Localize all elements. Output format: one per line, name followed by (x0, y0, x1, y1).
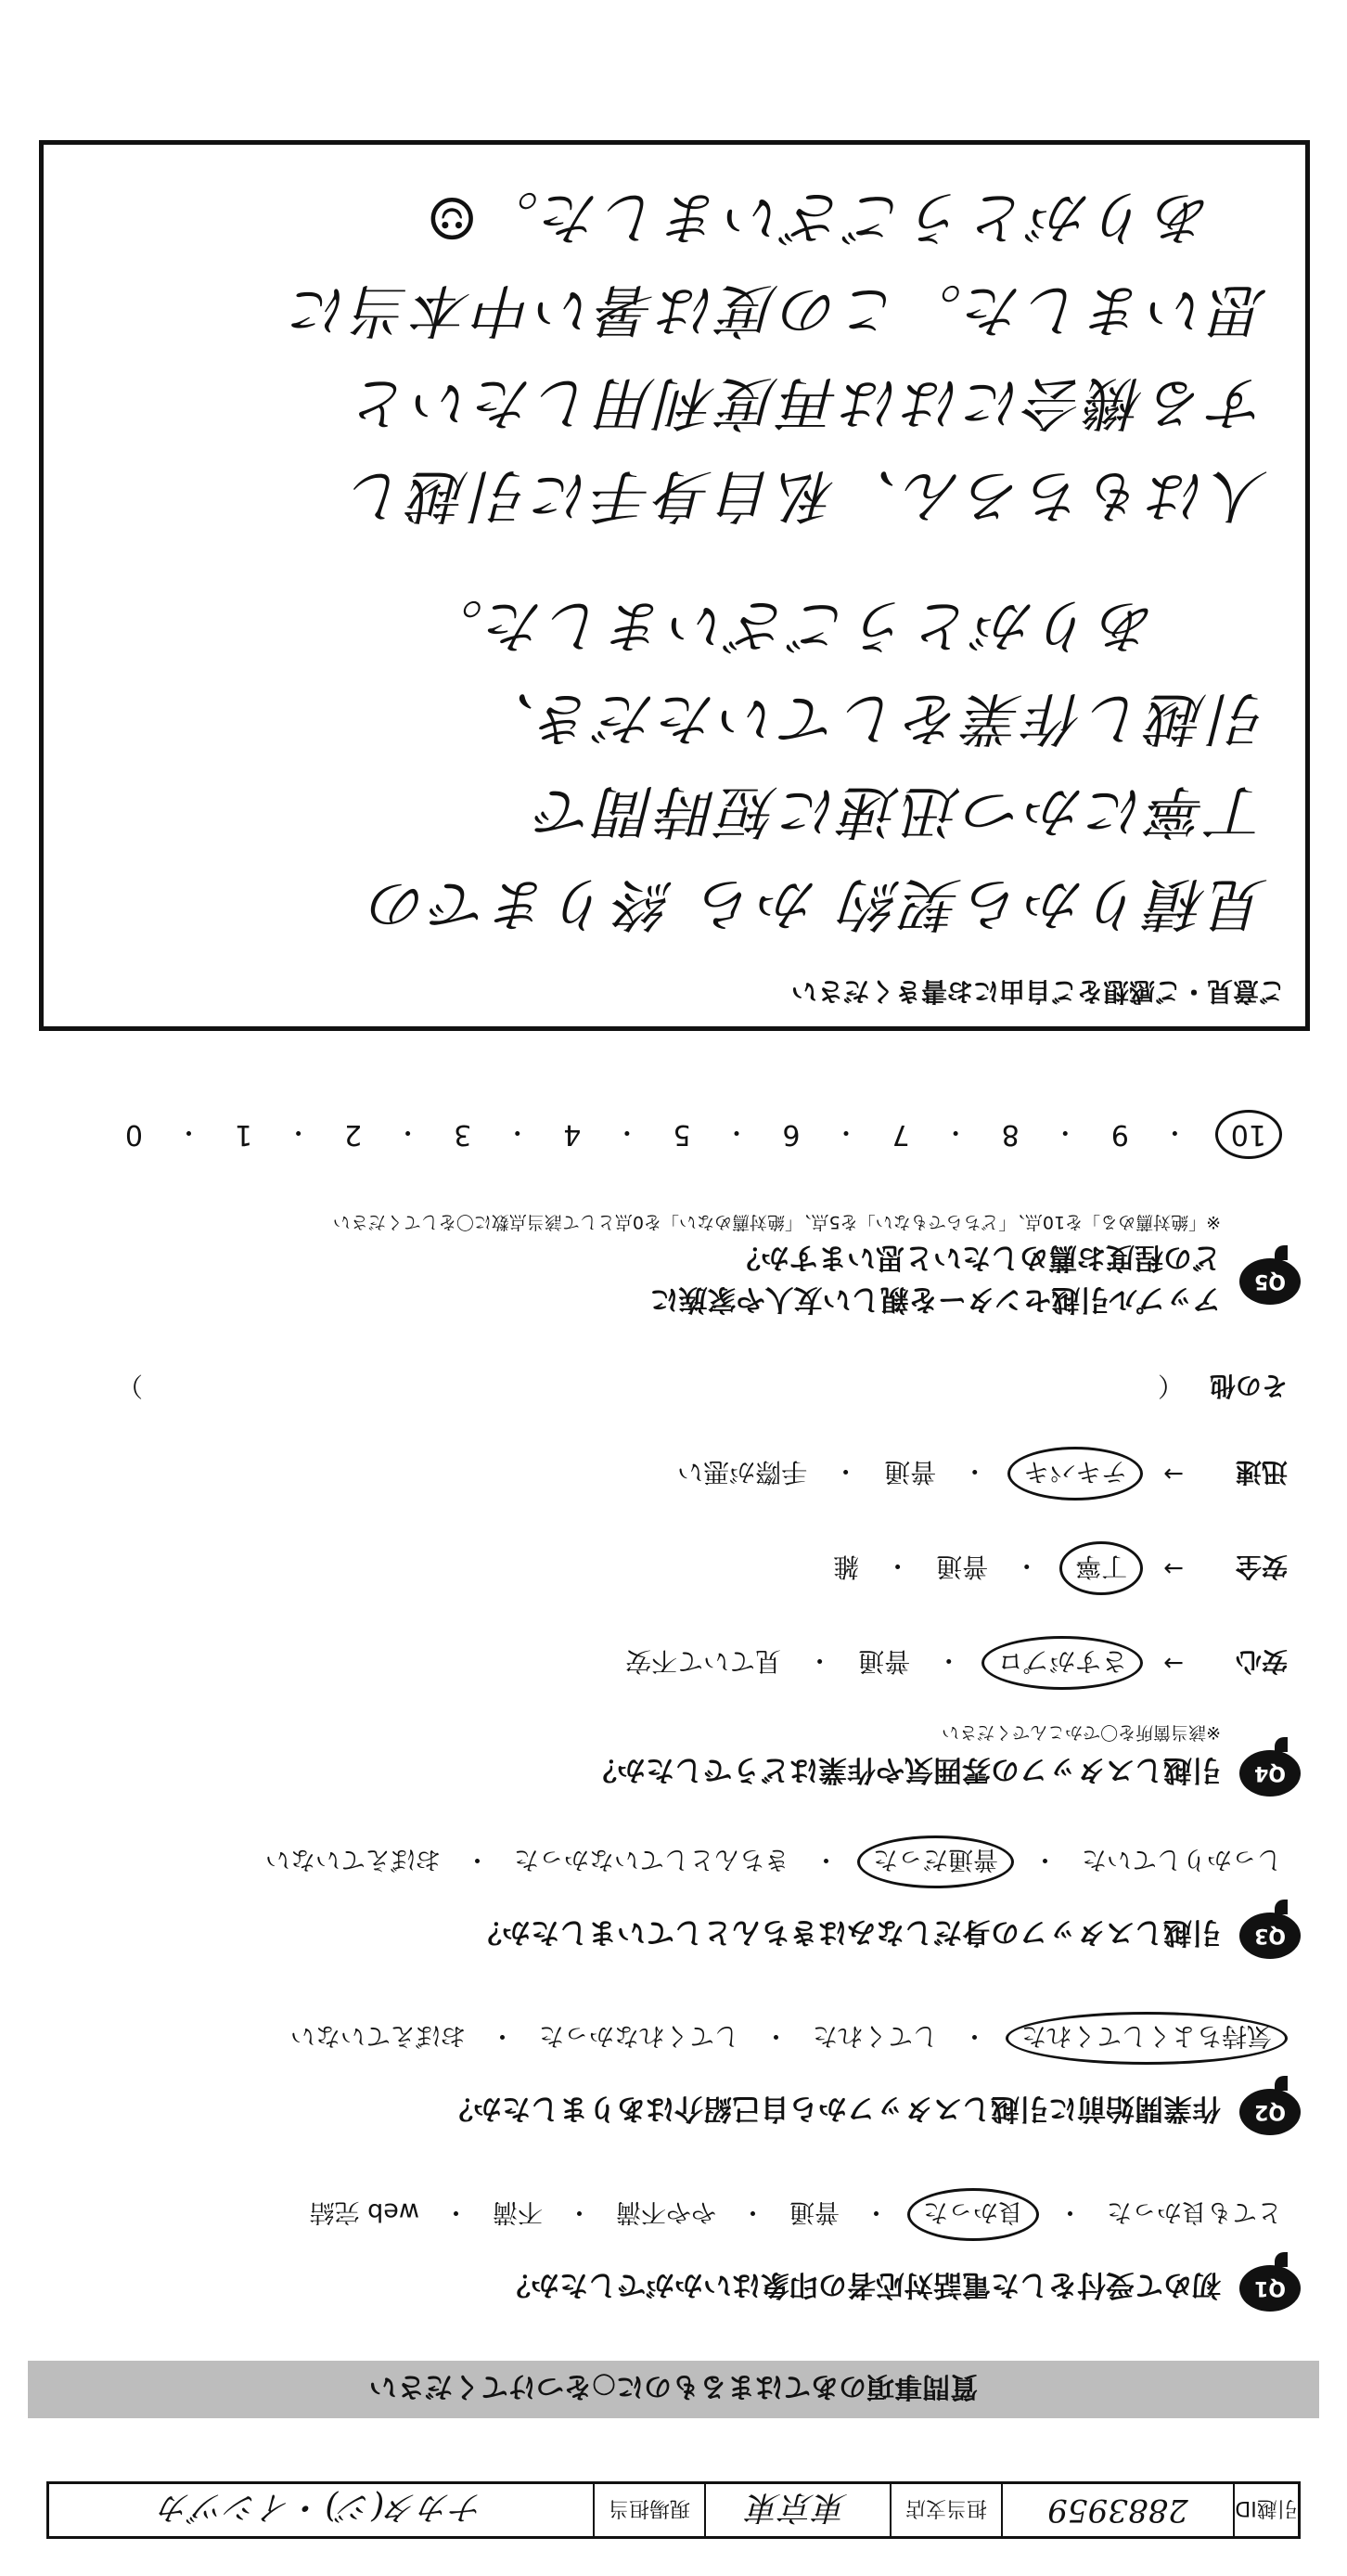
q5-score[interactable]: 4 (563, 1118, 582, 1151)
q4-option-selected[interactable]: さすがプロ (981, 1636, 1143, 1690)
q5-rating-scale: 10 ・ 9 ・ 8 ・ 7 ・ 6 ・ 5 ・ 4 ・ 3 ・ 2 ・ 1 ・ 0 (39, 1110, 1282, 1159)
question-1 (39, 2188, 1301, 2312)
q3-options: しっかりしていた ・ 普通だった ・ きちんとしていなかった ・ おぼえていない (39, 1835, 1288, 1888)
comment-line: ありがとうございました。 (421, 592, 1157, 660)
q5-score[interactable]: 3 (454, 1118, 472, 1151)
leader-label: 現場担当 (593, 2484, 704, 2536)
q2-options: 気持ちよくしてくれた ・ してくれた ・ してくれなかった ・ おぼえていない (39, 2012, 1288, 2065)
comment-lines (44, 161, 1305, 960)
q1-badge: Q1 (1239, 2265, 1301, 2312)
q4-note: ※該当箇所を〇でかこんでください (942, 1722, 1221, 1743)
comment-box[interactable] (39, 140, 1310, 1031)
comment-line: する機会にはは再度利用したいと (349, 369, 1268, 437)
q4-option[interactable]: 普通 (858, 1646, 911, 1677)
q4-other-label: その他 (1209, 1371, 1288, 1401)
q3-text: 引越しスタッフの身だしなみはきちんとしていましたか？ (473, 1915, 1221, 1950)
q5-badge: Q5 (1239, 1258, 1301, 1305)
id-label: 引越ID (1233, 2484, 1298, 2536)
q5-score[interactable]: 0 (124, 1118, 143, 1151)
q2-option[interactable]: おぼえていない (290, 2021, 466, 2050)
q5-score[interactable]: 8 (1001, 1118, 1020, 1151)
q4-row-label: 迅速 (1235, 1457, 1288, 1488)
q4-row-label: 安全 (1235, 1552, 1288, 1582)
q1-option-selected[interactable]: 良かった (907, 2188, 1039, 2241)
q5-score[interactable]: 6 (782, 1118, 801, 1151)
q4-badge: Q4 (1239, 1750, 1301, 1797)
arrow-icon: → (1163, 1460, 1184, 1488)
q3-badge: Q3 (1239, 1913, 1301, 1959)
comment-line: 人はもちろん、私自身手に引越し (346, 462, 1268, 530)
q5-score[interactable]: 7 (892, 1118, 910, 1151)
q4-option[interactable]: 普通 (936, 1552, 989, 1582)
q5-score-selected[interactable]: 10 (1215, 1110, 1282, 1159)
q5-score[interactable]: 5 (673, 1118, 691, 1151)
header-table (46, 2481, 1301, 2539)
q1-options: とても良かった ・ 良かった ・ 普通 ・ やや不満 ・ 不満 ・ web 完結 (39, 2188, 1288, 2241)
q3-option-selected[interactable]: 普通だった (857, 1835, 1014, 1888)
id-value: 2883959 (1001, 2484, 1233, 2536)
q2-option[interactable]: してくれなかった (539, 2021, 739, 2050)
q2-option-selected[interactable]: 気持ちよくしてくれた (1006, 2012, 1288, 2065)
q4-text: 引越しスタッフの雰囲気や作業はどうでしたか？ (588, 1753, 1221, 1787)
leader-value: ナカタ(ジ)・イシヅカ (158, 2488, 484, 2527)
question-5 (39, 1110, 1301, 1323)
q2-badge: Q2 (1239, 2089, 1301, 2135)
q4-option-selected[interactable]: 丁寧 (1059, 1541, 1143, 1595)
question-2 (39, 2012, 1301, 2135)
comment-heading: ご意見・ご感想をご自由にお書きください (790, 976, 1285, 1007)
q4-other-close: ） (116, 1371, 143, 1401)
q1-option[interactable]: とても良かった (1107, 2197, 1282, 2226)
q1-option[interactable]: やや不満 (616, 2197, 716, 2226)
q4-row-anshin: 安心 → さすがプロ ・ 普通 ・ 見ていて不安 (39, 1636, 1288, 1690)
comment-line: 思いました。この度は暑い中本当に (288, 277, 1268, 344)
q5-score[interactable]: 1 (234, 1118, 253, 1151)
q4-option[interactable]: 普通 (884, 1457, 937, 1488)
comment-line: 引越し作業をしていただき、 (474, 685, 1268, 753)
q3-option[interactable]: しっかりしていた (1082, 1845, 1282, 1874)
q5-text-line1: アップル引越センターを親しい友人や家族に (649, 1282, 1221, 1316)
q1-option[interactable]: 不満 (493, 2197, 543, 2226)
q4-option[interactable]: 雑 (833, 1552, 860, 1582)
q2-option[interactable]: してくれた (813, 2021, 938, 2050)
question-4 (39, 1328, 1301, 1797)
q2-text: 作業開始前に引越しスタッフから自己紹介はありましたか？ (444, 2092, 1221, 2126)
q4-row-label: 安心 (1235, 1646, 1288, 1677)
q4-other-open: （ (1157, 1371, 1184, 1401)
q5-note: ※「絶対薦める」を10点、「どちらでもない」を5点、「絶対薦めない」を0点として該当点数に〇をしてください (332, 1212, 1221, 1232)
q1-option[interactable]: web 完結 (309, 2197, 419, 2226)
q4-row-anzen: 安全 → 丁寧 ・ 普通 ・ 雑 (39, 1541, 1288, 1595)
comment-line: 丁寧にかつ迅速に短時間で (532, 778, 1268, 845)
q4-option-selected[interactable]: テキパキ (1007, 1447, 1143, 1501)
q1-text: 初めて受付をした電話対応者の印象はいかがでしたか？ (502, 2268, 1221, 2302)
q3-option[interactable]: おぼえていない (265, 1845, 441, 1874)
arrow-icon: → (1163, 1649, 1184, 1677)
q4-option[interactable]: 見ていて不安 (625, 1646, 782, 1677)
comment-line: 見積りから契約 から 終りまでの (366, 870, 1268, 938)
q3-option[interactable]: きちんとしていなかった (514, 1845, 789, 1874)
q5-score[interactable]: 9 (1110, 1118, 1129, 1151)
instruction-banner: 質問事項のあてはまるものに○をつけてください (28, 2361, 1319, 2418)
branch-value: 東京東 (704, 2484, 890, 2536)
q4-row-jinsoku: 迅速 → テキパキ ・ 普通 ・ 手際が悪い (39, 1447, 1288, 1501)
branch-label: 担当支店 (890, 2484, 1001, 2536)
q5-score[interactable]: 2 (344, 1118, 363, 1151)
comment-line: ありがとうございました。☺ (422, 184, 1212, 251)
question-3 (39, 1835, 1301, 1959)
arrow-icon: → (1163, 1554, 1184, 1582)
q4-row-other (39, 1369, 1288, 1406)
q1-option[interactable]: 普通 (789, 2197, 840, 2226)
q4-option[interactable]: 手際が悪い (677, 1457, 808, 1488)
q5-text-line2: どの程度お薦めしたいと思いますか？ (732, 1241, 1221, 1274)
